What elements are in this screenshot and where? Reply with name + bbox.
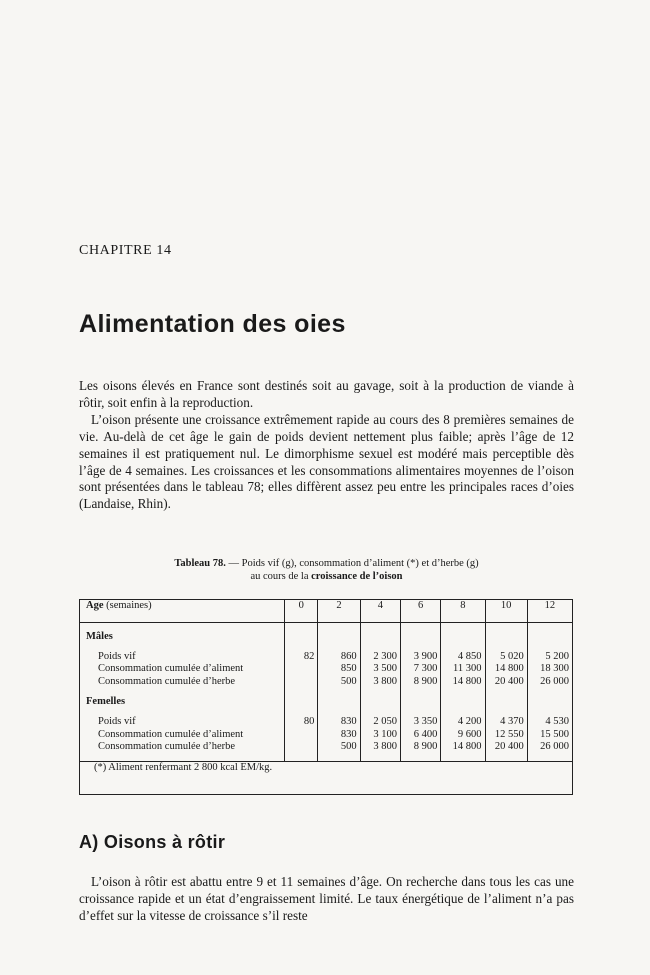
header-age-label: Age — [86, 600, 104, 611]
value: 26 000 — [540, 675, 569, 687]
data-table-frame — [79, 599, 573, 795]
value: 830 — [340, 716, 357, 728]
value: 860 — [340, 651, 357, 662]
value: 26 000 — [540, 741, 569, 753]
value-cell — [441, 651, 485, 688]
row-labels — [80, 651, 285, 688]
intro-paragraph-1: Les oisons élevés en France sont destinés soit au gavage, soit à la production de viande à rôtir, soit enfin à la reproduction. — [79, 378, 574, 410]
value-cell — [527, 651, 572, 688]
caption-text-2: au cours de la — [250, 571, 312, 582]
table-header-row — [80, 600, 572, 623]
value-cell — [441, 716, 485, 753]
table-row — [80, 651, 572, 688]
row-label: Consommation cumulée d’aliment — [98, 728, 244, 740]
value: 18 300 — [540, 663, 569, 675]
value: 3 900 — [413, 651, 438, 662]
section-paragraph: L’oison à rôtir est abattu entre 9 et 11 semaines d’âge. On recherche dans tous les cas une croissance rapide et un état d’engraissement limité. Le taux énergétique de l’aliment n’a pas d’effet sur la vitesse de croissance s’il reste — [79, 874, 574, 923]
value: 5 200 — [545, 651, 569, 662]
value: 6 400 — [413, 728, 438, 740]
header-week: 12 — [527, 600, 572, 623]
value: 3 500 — [373, 663, 397, 675]
caption-text: — Poids vif (g), consommation d’aliment (*) et d’herbe (g) — [225, 558, 479, 569]
header-week: 8 — [441, 600, 485, 623]
value: 5 020 — [500, 651, 524, 662]
value-cell — [401, 716, 441, 753]
value-cell — [527, 716, 572, 753]
intro-paragraph-2: L’oison présente une croissance extrêmement rapide au cours des 8 premières semaines de vie. Au-delà de cet âge le gain de poids devient nettement plus faible; après l’âge de 12 semaines il est pratiquement nul. Le dimorphisme sexuel est modéré mais perceptible dès l’âge de 4 semaines. Les croissances et les consommations alimentaires moyennes de l’oison sont présentées dans le tableau 78; elles diffèrent assez peu entre les principales races d’oies (Landaise, Rhin). — [79, 411, 574, 512]
table-spacer — [80, 753, 572, 762]
row-label: Consommation cumulée d’herbe — [98, 741, 236, 753]
value-cell — [318, 716, 360, 753]
row-label: Poids vif — [98, 651, 136, 662]
value: 830 — [340, 728, 357, 740]
caption-bold-text: croissance de l’oison — [311, 571, 403, 582]
header-week: 4 — [360, 600, 400, 623]
value: 3 350 — [413, 716, 438, 728]
row-labels — [80, 716, 285, 753]
value: 850 — [340, 663, 357, 675]
group-row-males — [80, 623, 572, 652]
chapter-heading: CHAPITRE 14 — [79, 243, 172, 258]
value: 14 800 — [494, 663, 524, 675]
value: 3 100 — [373, 728, 397, 740]
header-age-unit: (semaines) — [106, 600, 152, 611]
value: 20 400 — [494, 741, 524, 753]
value: 82 — [303, 651, 315, 662]
value: 80 — [303, 716, 315, 728]
value: 4 370 — [500, 716, 524, 728]
value: 15 500 — [540, 728, 569, 740]
value: 14 800 — [452, 675, 482, 687]
value: 8 900 — [413, 741, 438, 753]
value-cell — [318, 651, 360, 688]
value: 500 — [340, 675, 357, 687]
chapter-title: Alimentation des oies — [79, 310, 346, 338]
value: 2 050 — [373, 716, 397, 728]
value: 500 — [340, 741, 357, 753]
section-heading: A) Oisons à rôtir — [79, 832, 226, 852]
value: 3 800 — [373, 675, 397, 687]
value: 8 900 — [413, 675, 438, 687]
row-label: Consommation cumulée d’herbe — [98, 675, 236, 687]
header-week: 0 — [285, 600, 318, 623]
value: 2 300 — [373, 651, 397, 662]
value: 11 300 — [453, 663, 482, 675]
value: 4 850 — [457, 651, 482, 662]
value-cell — [360, 716, 400, 753]
group-label: Mâles — [86, 631, 113, 642]
table-caption — [79, 557, 574, 583]
caption-line-1 — [79, 557, 574, 570]
value: 4 530 — [545, 716, 569, 728]
section-text — [79, 874, 574, 925]
value: 14 800 — [452, 741, 482, 753]
group-row-females — [80, 688, 572, 716]
row-label: Poids vif — [98, 716, 136, 728]
intro-text — [79, 378, 574, 513]
value: 3 800 — [373, 741, 397, 753]
growth-table — [80, 600, 572, 786]
caption-label: Tableau 78. — [174, 558, 226, 569]
table-footnote-row — [80, 762, 572, 787]
value: 7 300 — [413, 663, 438, 675]
value: 9 600 — [457, 728, 482, 740]
value-cell — [285, 716, 318, 753]
value-cell — [401, 651, 441, 688]
header-week: 10 — [485, 600, 527, 623]
row-label: Consommation cumulée d’aliment — [98, 663, 244, 675]
value-cell — [485, 651, 527, 688]
group-label: Femelles — [86, 696, 126, 708]
table-footnote: (*) Aliment renfermant 2 800 kcal EM/kg. — [80, 762, 572, 787]
header-week: 2 — [318, 600, 360, 623]
value: 12 550 — [494, 728, 524, 740]
header-age — [80, 600, 285, 623]
header-week: 6 — [401, 600, 441, 623]
value-cell — [360, 651, 400, 688]
table-row — [80, 716, 572, 753]
caption-line-2 — [79, 570, 574, 583]
value: 20 400 — [494, 675, 524, 687]
value-cell — [285, 651, 318, 688]
value: 4 200 — [457, 716, 482, 728]
value-cell — [485, 716, 527, 753]
